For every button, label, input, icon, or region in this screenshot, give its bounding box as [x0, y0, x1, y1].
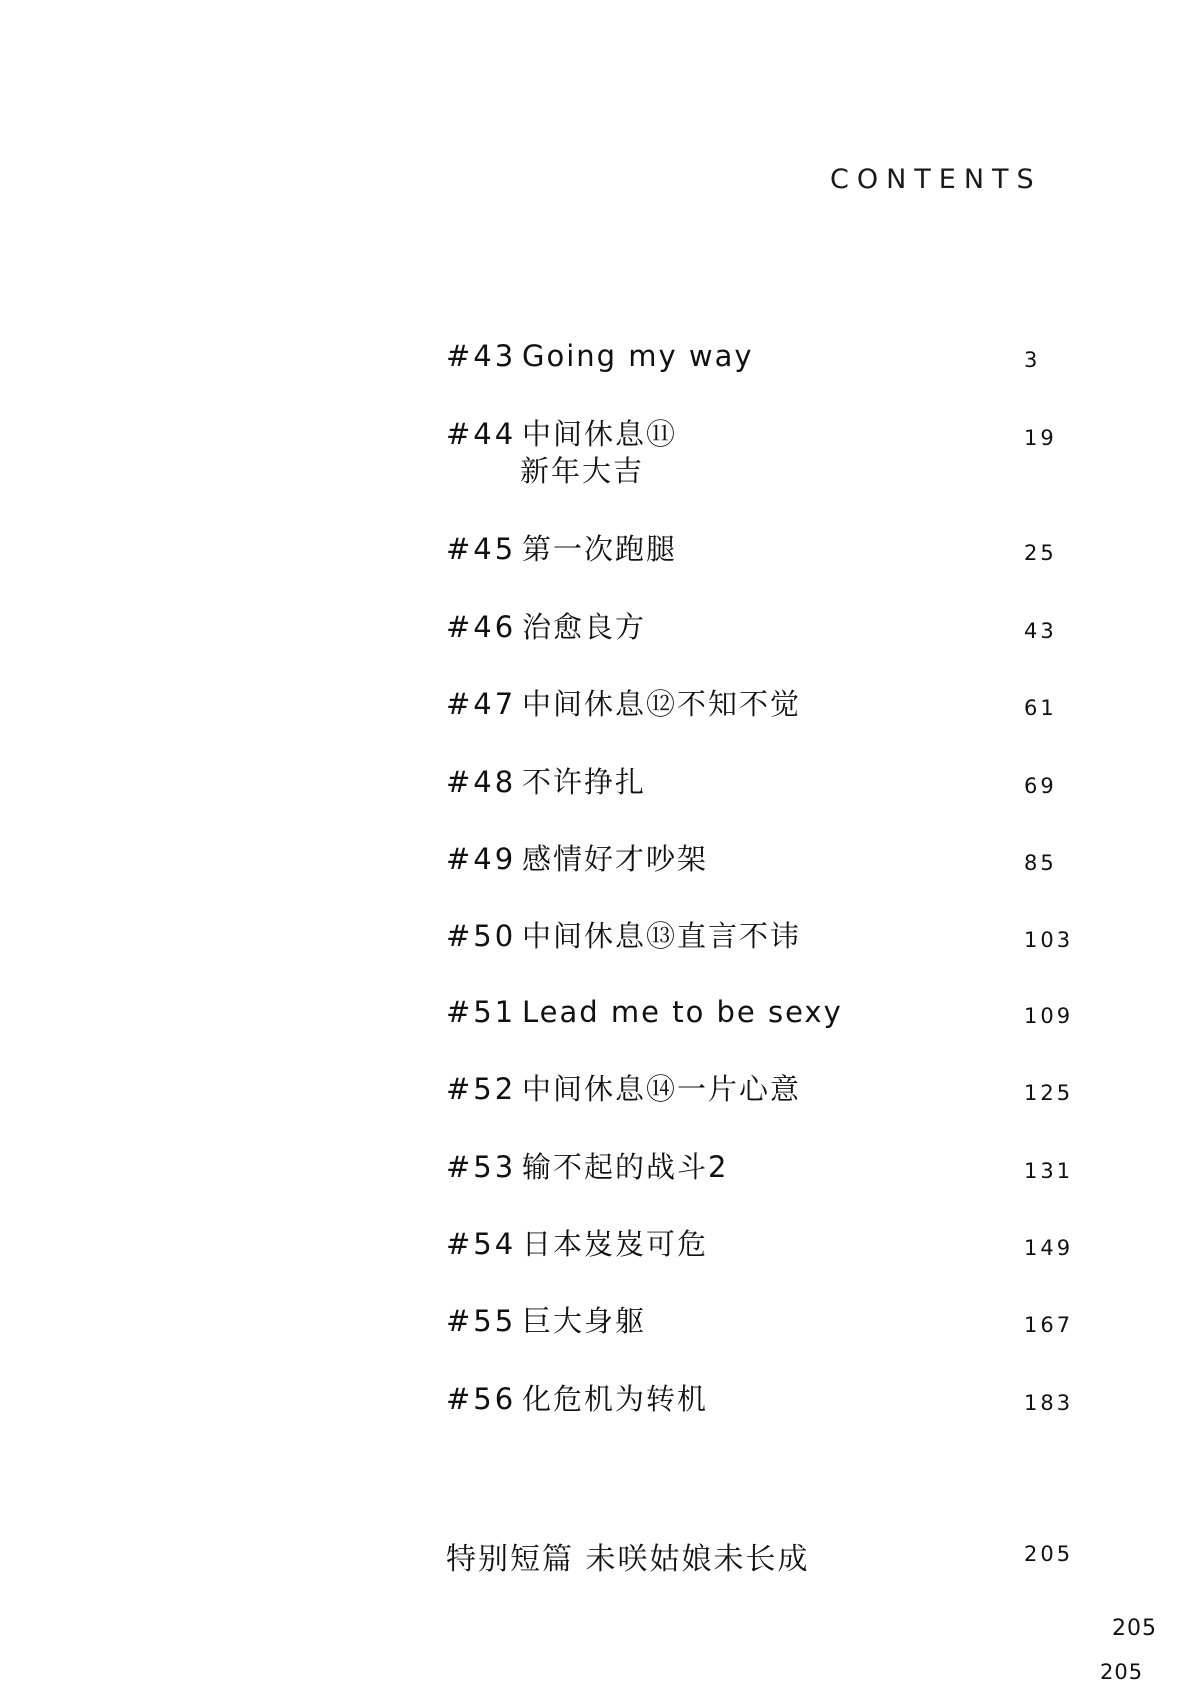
toc-entry[interactable] — [446, 686, 1066, 722]
corner-page-label: 205 — [1100, 1660, 1144, 1684]
entry-title: 第一次跑腿 — [522, 532, 678, 566]
entry-title: 治愈良方 — [522, 610, 647, 644]
entry-page: 19 — [1024, 426, 1057, 450]
entry-page: 25 — [1024, 541, 1057, 565]
entry-number: #43 — [446, 339, 517, 373]
entry-number: #52 — [446, 1072, 517, 1106]
entry-title: Going my way — [522, 339, 754, 373]
entry-page: 125 — [1024, 1081, 1074, 1105]
entry-number: #47 — [446, 687, 517, 721]
entry-number: #48 — [446, 765, 517, 799]
entry-number: #55 — [446, 1304, 517, 1338]
entry-number: #46 — [446, 610, 517, 644]
toc-entry[interactable] — [446, 416, 1066, 488]
toc-entry[interactable] — [446, 338, 1066, 374]
entry-number: #50 — [446, 919, 517, 953]
entry-page: 109 — [1024, 1004, 1074, 1028]
toc-entry[interactable] — [446, 1226, 1074, 1262]
entry-page: 43 — [1024, 619, 1057, 643]
entry-page: 167 — [1024, 1313, 1074, 1337]
entry-number: #51 — [446, 995, 517, 1029]
entry-page: 69 — [1024, 774, 1057, 798]
entry-title: 中间休息⑪ — [522, 417, 678, 451]
toc-entry[interactable] — [446, 764, 1066, 800]
contents-heading: CONTENTS — [830, 164, 1042, 195]
entry-page: 183 — [1024, 1391, 1074, 1415]
entry-page: 61 — [1024, 696, 1057, 720]
entry-title: 中间休息⑫不知不觉 — [522, 687, 802, 721]
entry-page: 149 — [1024, 1236, 1074, 1260]
entry-page: 3 — [1024, 348, 1041, 372]
entry-title: 不许挣扎 — [522, 765, 647, 799]
entry-page: 103 — [1024, 928, 1074, 952]
entry-title: 中间休息⑬直言不讳 — [522, 919, 802, 953]
toc-entry[interactable] — [446, 994, 1074, 1030]
corner-page-label: 205 — [1112, 1616, 1157, 1641]
entry-title: 日本岌岌可危 — [522, 1227, 709, 1261]
toc-entry[interactable] — [446, 531, 1066, 567]
entry-title: 化危机为转机 — [522, 1382, 709, 1416]
entry-title: 感情好才吵架 — [522, 842, 709, 876]
entry-title: 中间休息⑭一片心意 — [522, 1072, 802, 1106]
entry-number: #49 — [446, 842, 517, 876]
entry-number: #44 — [446, 417, 517, 451]
entry-number: #54 — [446, 1227, 517, 1261]
toc-entry[interactable] — [446, 1071, 1074, 1107]
toc-entry[interactable] — [446, 1149, 1074, 1185]
entry-number: #53 — [446, 1150, 517, 1184]
toc-entry[interactable] — [446, 918, 1074, 954]
entry-number: #45 — [446, 532, 517, 566]
toc-entry[interactable] — [446, 841, 1066, 877]
special-entry-page: 205 — [1024, 1542, 1074, 1566]
entry-page: 131 — [1024, 1159, 1074, 1183]
entry-title: 巨大身躯 — [522, 1304, 647, 1338]
entry-number: #56 — [446, 1382, 517, 1416]
entry-page: 85 — [1024, 851, 1057, 875]
entry-title: 输不起的战斗2 — [522, 1150, 729, 1184]
entry-subtitle: 新年大吉 — [520, 454, 645, 488]
entry-title: Lead me to be sexy — [522, 995, 843, 1029]
special-entry-title: 特别短篇 未咲姑娘未长成 — [446, 1542, 810, 1577]
toc-entry[interactable] — [446, 1303, 1074, 1339]
toc-entry[interactable] — [446, 1381, 1074, 1417]
toc-entry[interactable] — [446, 609, 1066, 645]
